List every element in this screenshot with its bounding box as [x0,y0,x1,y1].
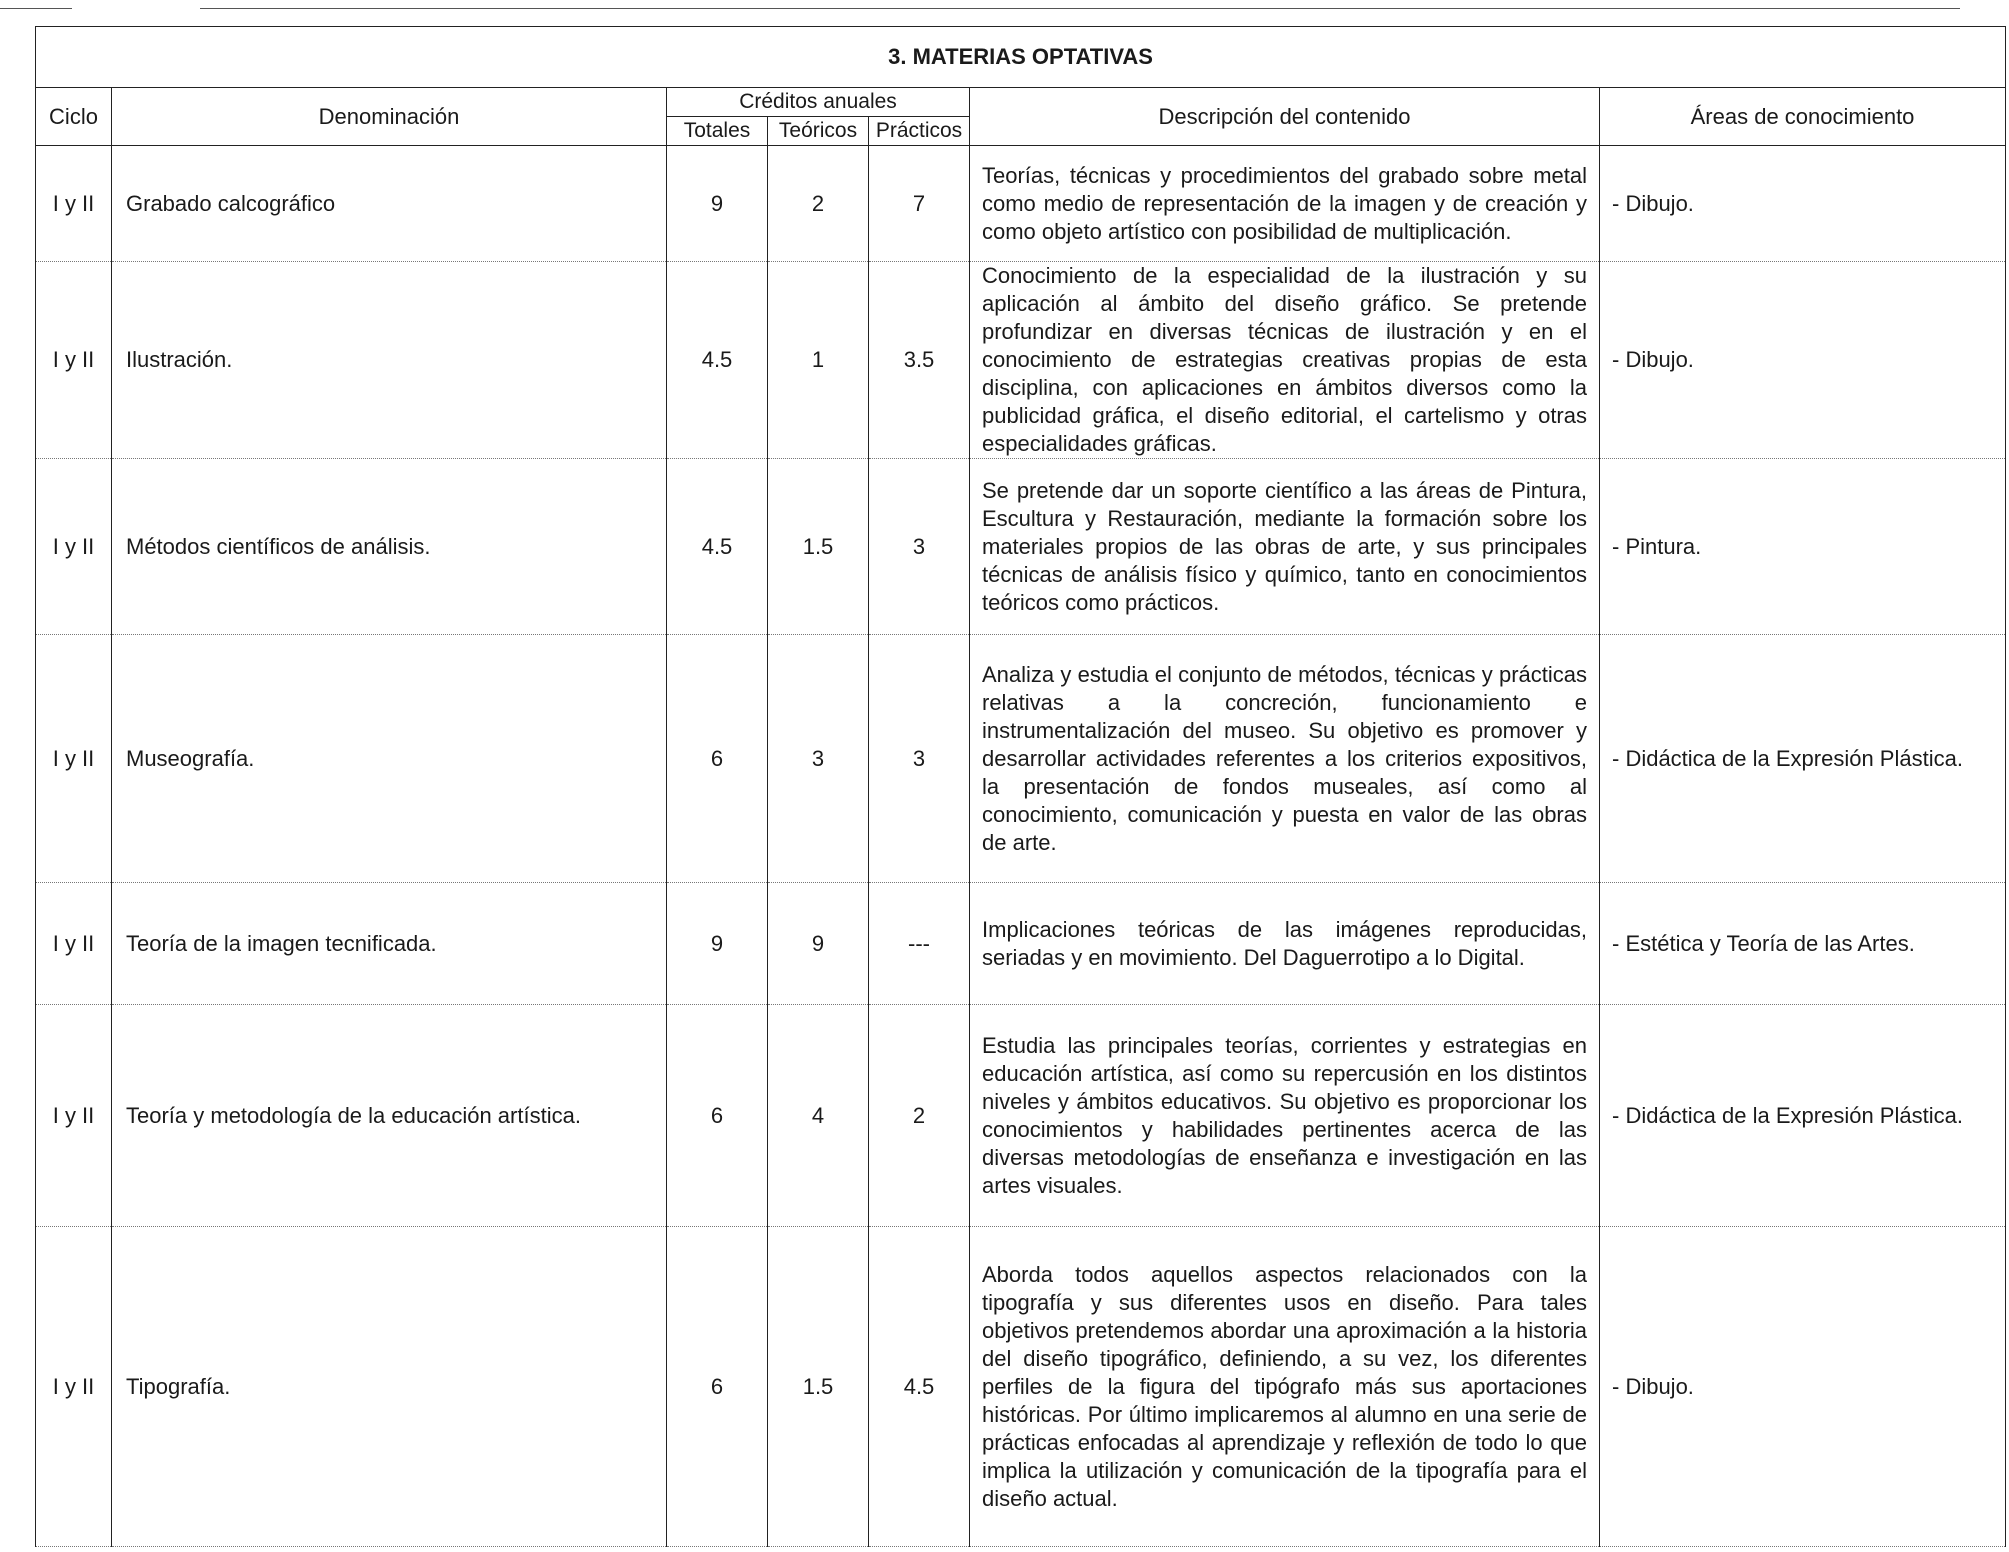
practicos-cell: 3 [869,635,970,883]
teoricos-cell: 4 [768,1005,869,1227]
table-row [36,883,2006,1005]
practicos-cell: 3.5 [869,262,970,459]
totales-cell: 4.5 [667,459,768,635]
totales-cell: 9 [667,146,768,262]
denominacion-cell: Tipografía. [112,1227,667,1547]
practicos-cell: --- [869,883,970,1005]
optativas-table [35,26,2006,1547]
totales-cell: 4.5 [667,262,768,459]
ciclo-cell: I y II [36,635,112,883]
table-row [36,262,2006,459]
header-areas: Áreas de conocimiento [1600,88,2006,146]
denominacion-cell: Grabado calcográfico [112,146,667,262]
ciclo-cell: I y II [36,262,112,459]
denominacion-cell: Museografía. [112,635,667,883]
practicos-cell: 7 [869,146,970,262]
descripcion-cell: Se pretende dar un soporte científico a las áreas de Pintura, Escultura y Restauración, mediante la formación sobre los materiales propios de las obras de arte, y sus principales técnicas de análisis físico y químico, tanto en conocimientos teóricos como prácticos. [970,459,1600,635]
descripcion-cell: Estudia las principales teorías, corrientes y estrategias en educación artística, así como su repercusión en los distintos niveles y ámbitos educativos. Su objetivo es proporcionar los conocimientos y habilidades pertinentes acerca de las diversas metodologías de enseñanza e investigación en las artes visuales. [970,1005,1600,1227]
ciclo-cell: I y II [36,146,112,262]
practicos-cell: 4.5 [869,1227,970,1547]
totales-cell: 9 [667,883,768,1005]
table-row [36,1227,2006,1547]
area-cell: - Pintura. [1600,459,2006,635]
area-cell: - Estética y Teoría de las Artes. [1600,883,2006,1005]
table-row [36,146,2006,262]
descripcion-cell: Teorías, técnicas y procedimientos del grabado sobre metal como medio de representación de la imagen y de creación y como objeto artístico con posibilidad de multiplicación. [970,146,1600,262]
page-top-rule-right [200,8,1960,9]
page-top-rule-left [0,8,72,9]
ciclo-cell: I y II [36,1227,112,1547]
area-cell: - Dibujo. [1600,262,2006,459]
totales-cell: 6 [667,635,768,883]
descripcion-cell: Conocimiento de la especialidad de la ilustración y su aplicación al ámbito del diseño gráfico. Se pretende profundizar en diversas técnicas de ilustración y en el conocimiento de estrategias creativas propias de esta disciplina, con aplicaciones en ámbitos diversos como la publicidad gráfica, el diseño editorial, el cartelismo y otras especialidades gráficas. [970,262,1600,459]
table-row [36,635,2006,883]
area-cell: - Dibujo. [1600,1227,2006,1547]
table-row [36,1005,2006,1227]
descripcion-cell: Analiza y estudia el conjunto de métodos, técnicas y prácticas relativas a la concreción, funcionamiento e instrumentalización del museo. Su objetivo es promover y desarrollar actividades referentes a los criterios expositivos, la presentación de fondos museales, así como al conocimiento, comunicación y puesta en valor de las obras de arte. [970,635,1600,883]
area-cell: - Didáctica de la Expresión Plástica. [1600,1005,2006,1227]
header-descripcion: Descripción del contenido [970,88,1600,146]
denominacion-cell: Ilustración. [112,262,667,459]
ciclo-cell: I y II [36,883,112,1005]
area-cell: - Didáctica de la Expresión Plástica. [1600,635,2006,883]
teoricos-cell: 9 [768,883,869,1005]
descripcion-cell: Aborda todos aquellos aspectos relacionados con la tipografía y sus diferentes usos en diseño. Para tales objetivos pretendemos abordar una aproximación a la historia del diseño tipográfico, definiendo, a su vez, los diferentes perfiles de la figura del tipógrafo más sus aportaciones históricas. Por último implicaremos al alumno en una serie de prácticas enfocadas al aprendizaje y reflexión de todo lo que implica la utilización y comunicación de la tipografía para el diseño actual. [970,1227,1600,1547]
header-teoricos: Teóricos [768,117,869,146]
denominacion-cell: Teoría de la imagen tecnificada. [112,883,667,1005]
ciclo-cell: I y II [36,1005,112,1227]
denominacion-cell: Teoría y metodología de la educación artística. [112,1005,667,1227]
header-denominacion: Denominación [112,88,667,146]
teoricos-cell: 1.5 [768,1227,869,1547]
teoricos-cell: 3 [768,635,869,883]
area-cell: - Dibujo. [1600,146,2006,262]
ciclo-cell: I y II [36,459,112,635]
practicos-cell: 2 [869,1005,970,1227]
header-practicos: Prácticos [869,117,970,146]
table-row [36,459,2006,635]
header-totales: Totales [667,117,768,146]
totales-cell: 6 [667,1227,768,1547]
teoricos-cell: 1.5 [768,459,869,635]
teoricos-cell: 1 [768,262,869,459]
practicos-cell: 3 [869,459,970,635]
teoricos-cell: 2 [768,146,869,262]
totales-cell: 6 [667,1005,768,1227]
header-creditos-anuales: Créditos anuales [667,88,970,117]
header-ciclo: Ciclo [36,88,112,146]
denominacion-cell: Métodos científicos de análisis. [112,459,667,635]
section-title: 3. MATERIAS OPTATIVAS [36,27,2006,88]
descripcion-cell: Implicaciones teóricas de las imágenes reproducidas, seriadas y en movimiento. Del Daguerrotipo a lo Digital. [970,883,1600,1005]
